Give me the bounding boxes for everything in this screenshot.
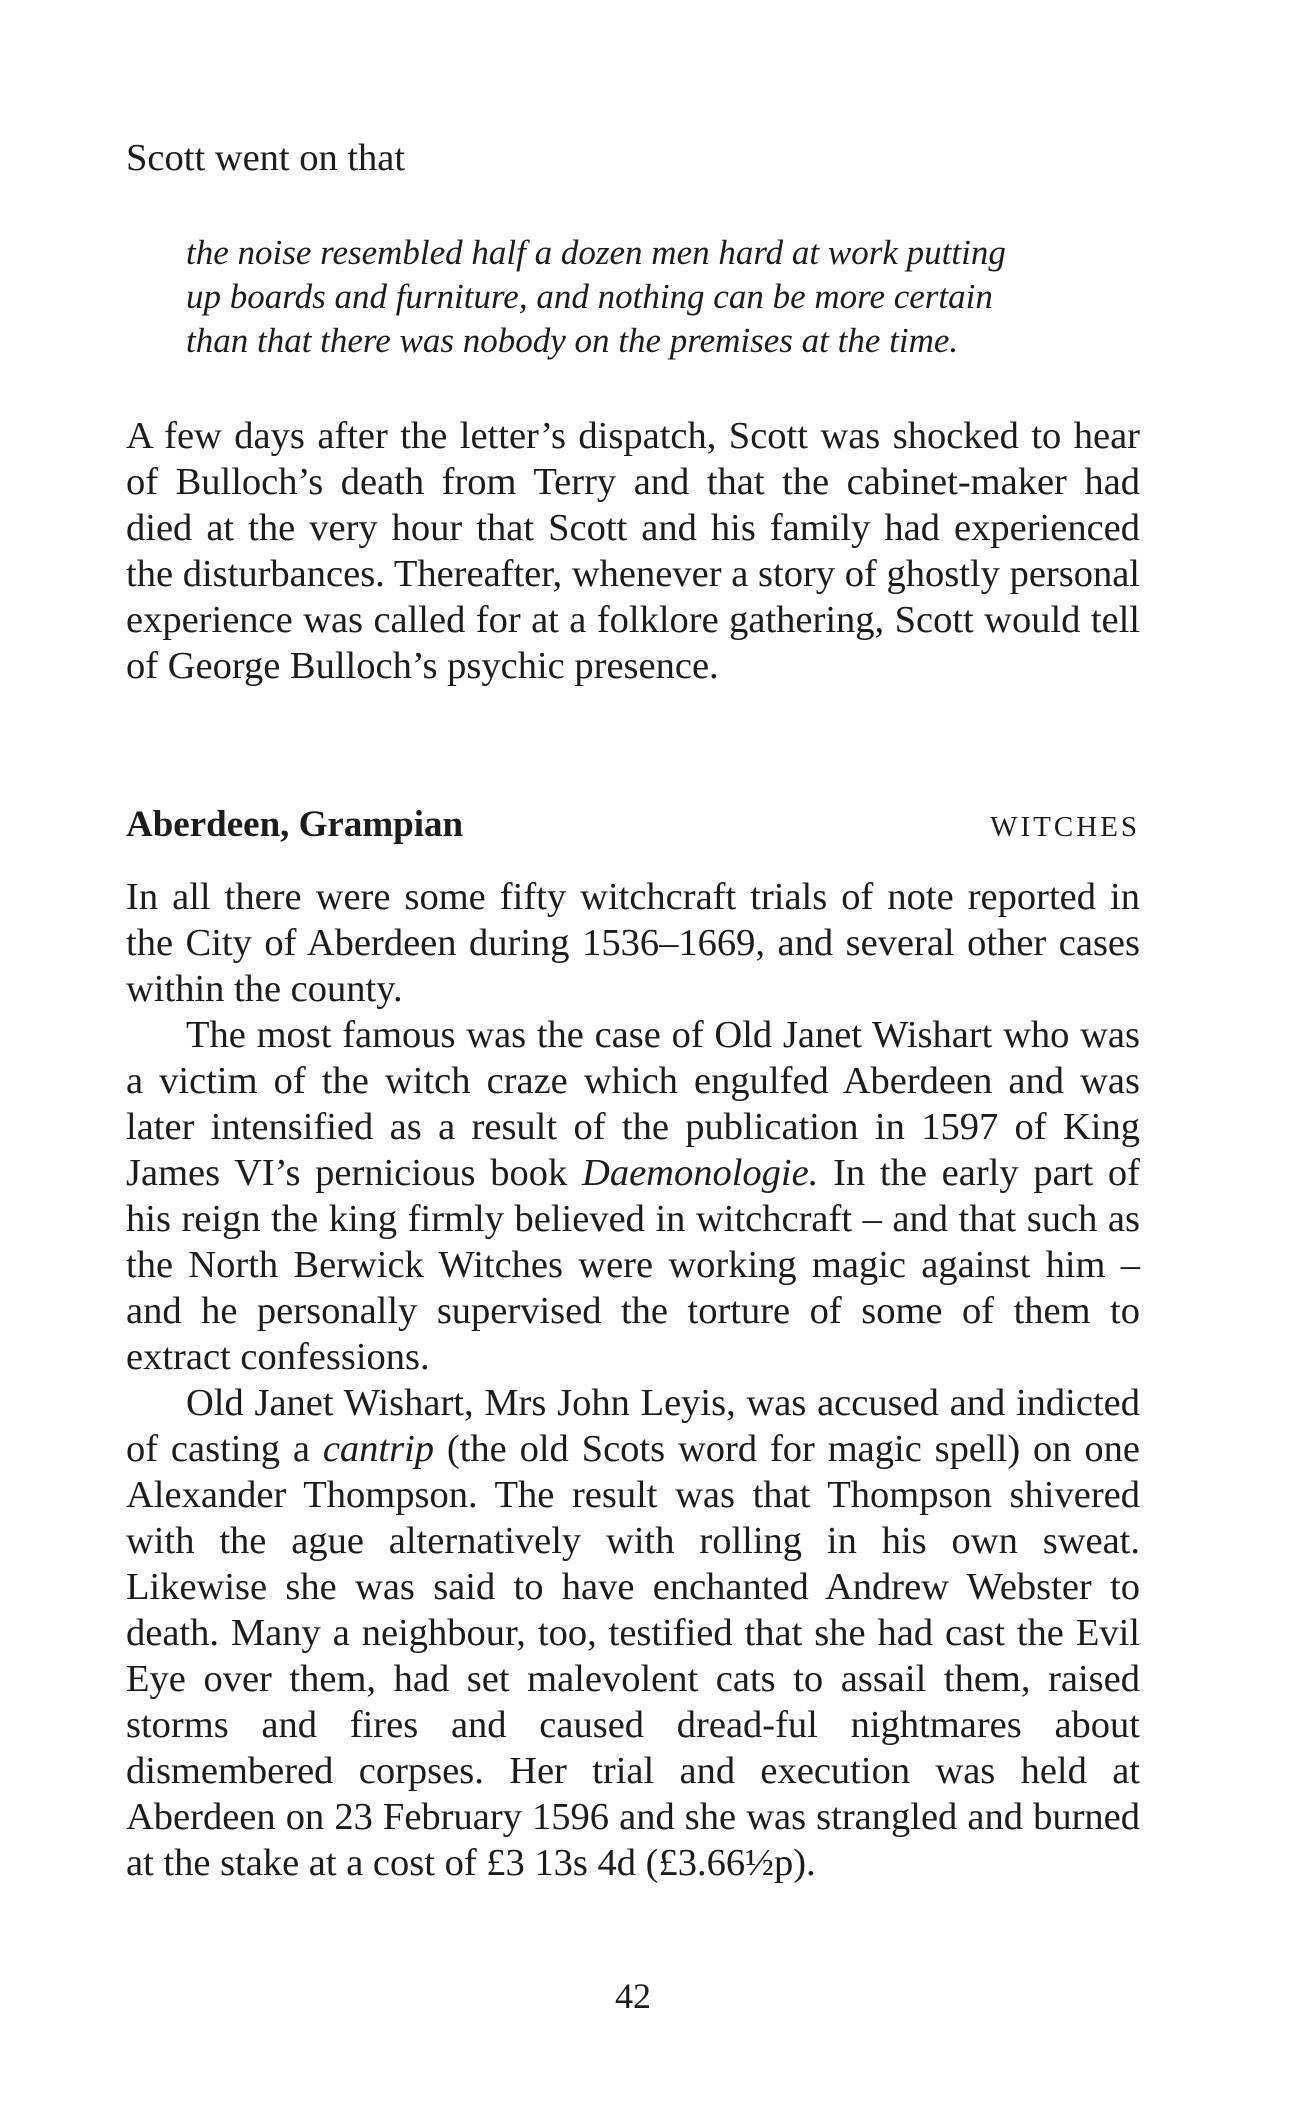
paragraph-trials: In all there were some fifty witchcraft trials of note reported in the City of Aberdeen during 1536–1669, and several other cases within the county. bbox=[126, 876, 1140, 1010]
paragraph-text: (the old Scots word for magic spell) on one Alexander Thompson. The result was that Thompson shivered with the ague alternatively with rolling in his own sweat. Likewise she was said to have enchanted Andrew Webster to death. Many a neighbour, too, testified that she had cast the Evil Eye over them, had set malevolent cats to assail them, raised storms and fires and caused dread-ful nightmares about dismembered corpses. Her trial and execution was held at Aberdeen on 23 February 1596 and she was strangled and burned at the stake at a cost of £3 13s 4d (£3.66½p). bbox=[126, 1428, 1140, 1884]
paragraph-bulloch: A few days after the letter’s dispatch, Scott was shocked to hear of Bulloch’s death from Terry and that the cabinet-maker had died at the very hour that Scott and his family had experienced the disturbances. Thereafter, whenever a story of ghostly personal experience was called for at a folklore gathering, Scott would tell of George Bulloch’s psychic presence. bbox=[126, 415, 1140, 687]
quote-line: the noise resembled half a dozen men hard at work putting bbox=[186, 233, 1006, 272]
entry-place-title: Aberdeen, Grampian bbox=[126, 804, 464, 845]
paragraph-text: Old Janet Wishart, Mrs John Leyis, was accused and indicted of casting a bbox=[126, 1382, 1140, 1470]
term-italic: cantrip bbox=[322, 1428, 435, 1470]
paragraph-wishart-case bbox=[126, 1012, 1140, 1380]
paragraph-text: The most famous was the case of Old Janet Wishart who was a victim of the witch craze which engulfed Aberdeen and was later intensified as a result of the publication in 1597 of King James VI’s pernicious book bbox=[126, 1014, 1140, 1194]
lead-line: Scott went on that bbox=[126, 137, 406, 179]
paragraph-wishart-trial bbox=[126, 1380, 1140, 1886]
paragraph-text: In the early part of his reign the king firmly believed in witchcraft – and that such as the North Berwick Witches were working magic against him – and he personally supervised the torture of some of them to extract confessions. bbox=[126, 1152, 1140, 1378]
entry-heading bbox=[126, 803, 1140, 846]
page-number: 42 bbox=[615, 1976, 651, 2016]
quote-line: than that there was nobody on the premises at the time. bbox=[186, 321, 959, 360]
entry-category: WITCHES bbox=[990, 811, 1140, 843]
book-title-italic: Daemonologie. bbox=[582, 1152, 819, 1194]
entry-body bbox=[126, 874, 1140, 1886]
block-quote bbox=[186, 231, 1218, 363]
quote-line: up boards and furniture, and nothing can be more certain bbox=[186, 277, 993, 316]
